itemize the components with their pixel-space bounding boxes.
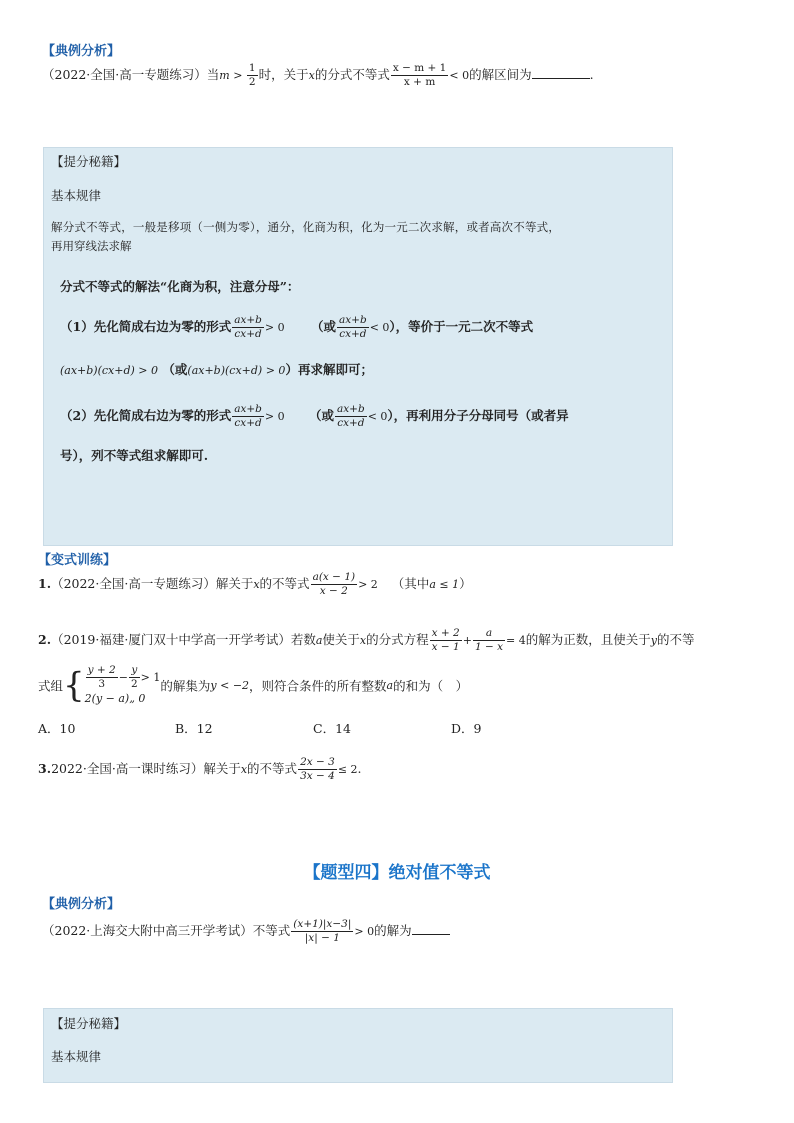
variable: x <box>253 578 260 591</box>
inequality: < 0 <box>369 321 390 334</box>
fraction-numerator: a(x − 1) <box>312 571 356 583</box>
text: 的分式不等式 <box>314 67 390 82</box>
option-b[interactable]: B．12 <box>175 721 213 736</box>
fraction-denominator: x − 2 <box>319 585 348 597</box>
rule-title: 基本规律 <box>51 188 102 203</box>
text: 的解为 <box>374 923 412 938</box>
text: . <box>357 761 362 776</box>
question-number: 1. <box>38 576 52 591</box>
text: （2）先化简成右边为零的形式 <box>60 408 232 423</box>
fraction-denominator: x − 1 <box>431 641 460 653</box>
equation: = 4 <box>506 634 526 647</box>
variable: y <box>650 634 657 647</box>
solution-set: y < −2 <box>210 679 250 692</box>
system-brace: { <box>63 665 85 706</box>
variant-header: 【变式训练】 <box>38 552 117 567</box>
fraction-q2-b <box>473 627 505 654</box>
option-a[interactable]: A．10 <box>38 721 76 736</box>
variable: x <box>240 763 248 776</box>
question-2 <box>38 627 694 654</box>
fraction-denominator: 3 <box>98 678 106 690</box>
answer-blank[interactable] <box>532 78 590 79</box>
fraction-numerator: y + 2 <box>87 664 116 676</box>
fraction-half <box>247 62 258 89</box>
variable: x <box>308 69 315 82</box>
text: 使关于 <box>322 632 360 647</box>
fraction-numerator: ax+b <box>337 403 365 415</box>
tips-header: 【提分秘籍】 <box>51 154 127 169</box>
text: 式组 <box>38 678 64 694</box>
text: 2022·全国·高一课时练习）解关于 <box>51 761 241 776</box>
condition: m > <box>219 69 246 82</box>
question-2-line2 <box>38 664 468 707</box>
fraction-numerator: ax+b <box>234 314 262 326</box>
fraction-s2 <box>129 664 140 691</box>
fraction-denominator: |x| − 1 <box>304 932 340 944</box>
fraction-denominator: cx+d <box>339 328 367 340</box>
product-expression: (ax+b)(cx+d) > 0 <box>187 364 286 377</box>
question-number: 3. <box>38 761 52 776</box>
fraction-denominator: 1 − x <box>474 641 504 653</box>
method-title: 分式不等式的解法“化商为积，注意分母”： <box>60 279 300 294</box>
fraction-denominator: cx+d <box>234 417 262 429</box>
fraction-ax-b <box>337 314 369 341</box>
text: （或 <box>310 319 336 334</box>
text: （2022·全国·高一专题练习）解关于 <box>51 576 254 591</box>
fraction-q2-a <box>430 627 462 654</box>
fraction-denominator: 2 <box>248 76 256 88</box>
text: ） <box>459 576 472 591</box>
text: ），再利用分子分母同号（或者异 <box>387 408 569 423</box>
text: 的不等 <box>656 632 695 647</box>
example2-question <box>42 918 450 945</box>
tips-box <box>43 1008 673 1083</box>
fraction-ax-b <box>232 403 264 430</box>
text: ）再求解即可； <box>285 362 373 377</box>
inequality-system <box>85 664 161 707</box>
question-source: （2022·全国·高一专题练习）当 <box>42 67 220 82</box>
text: （其中 <box>391 576 430 591</box>
fraction-ax-b <box>335 403 367 430</box>
fraction-numerator: 1 <box>248 62 256 74</box>
text: . <box>589 67 594 82</box>
example-header: 【典例分析】 <box>42 896 121 911</box>
text: （或 <box>308 408 334 423</box>
inequality: > 2 <box>358 578 378 591</box>
text: 的解区间为 <box>469 67 532 82</box>
fraction-numerator: ax+b <box>339 314 367 326</box>
variable: x <box>359 634 367 647</box>
question-1 <box>38 571 472 598</box>
fraction-numerator: x + 2 <box>431 627 460 639</box>
inequality: < 0 <box>449 69 470 82</box>
fraction-main <box>391 62 449 89</box>
text: 的解为正数，且使关于 <box>525 632 651 647</box>
question-source: （2022·上海交大附中高三开学考试）不等式 <box>42 923 291 938</box>
fraction-denominator: cx+d <box>234 328 262 340</box>
text: 时，关于 <box>258 67 309 82</box>
tips-box <box>43 147 673 546</box>
question-3 <box>38 756 362 783</box>
inequality: > 0 <box>264 321 285 334</box>
text: 的分式方程 <box>366 632 429 647</box>
fraction-q1 <box>311 571 358 598</box>
fraction-numerator: x − m + 1 <box>392 62 447 74</box>
variable: a <box>315 634 323 647</box>
text: （2019·福建·厦门双十中学高一开学考试）若数 <box>51 632 316 647</box>
text: 的不等式 <box>247 761 298 776</box>
method-item1-line2 <box>60 360 373 378</box>
operator: − <box>118 671 128 684</box>
example-header: 【典例分析】 <box>42 43 121 58</box>
condition: a ≤ 1 <box>429 578 460 591</box>
text: 的不等式 <box>259 576 310 591</box>
fraction-numerator: a <box>473 627 505 641</box>
text: （1）先化简成右边为零的形式 <box>60 319 232 334</box>
operator: + <box>462 634 472 647</box>
fraction-denominator: cx+d <box>337 417 365 429</box>
product-expression: (ax+b)(cx+d) > 0 <box>60 364 159 377</box>
inequality: > 0 <box>264 410 285 423</box>
option-d[interactable]: D．9 <box>451 721 482 736</box>
rule-description-line2: 再用穿线法求解 <box>51 239 132 253</box>
variable: a <box>386 679 394 692</box>
text: ），等价于一元二次不等式 <box>389 319 534 334</box>
tips-header: 【提分秘籍】 <box>51 1016 127 1031</box>
inequality: > 1 <box>140 671 161 684</box>
fraction-numerator: 2x − 3 <box>300 756 335 768</box>
text: ，则符合条件的所有整数 <box>249 678 387 694</box>
system-row1 <box>85 664 161 691</box>
fraction-abs <box>291 918 353 945</box>
rule-title: 基本规律 <box>51 1049 102 1064</box>
text: 的解集为 <box>160 678 211 694</box>
fraction-numerator: ax+b <box>234 403 262 415</box>
example1-question <box>42 62 594 89</box>
fraction-denominator: 2 <box>130 678 138 690</box>
system-row2: 2(y − a)„ 0 <box>84 692 146 705</box>
method-item2 <box>60 403 569 430</box>
method-item2-line2: 号），列不等式组求解即可. <box>60 448 209 463</box>
fraction-numerator: y <box>129 664 140 678</box>
text: （或 <box>162 362 188 377</box>
rule-description-line1: 解分式不等式，一般是移项（一侧为零），通分，化商为积，化为一元二次求解，或者高次不等式， <box>51 220 561 234</box>
fraction-s1 <box>86 664 118 691</box>
answer-blank[interactable] <box>412 934 450 935</box>
fraction-q3 <box>298 756 337 783</box>
section-title: 【题型四】绝对值不等式 <box>303 863 491 882</box>
fraction-numerator: (x+1)|x−3| <box>293 918 352 930</box>
inequality: > 0 <box>354 925 375 938</box>
fraction-ax-b <box>232 314 264 341</box>
question-number: 2. <box>38 632 52 647</box>
inequality: < 0 <box>367 410 388 423</box>
method-item1 <box>60 314 533 341</box>
fraction-denominator: 3x − 4 <box>300 770 335 782</box>
text: 的和为（ ） <box>393 678 469 694</box>
fraction-denominator: x + m <box>403 76 436 88</box>
inequality: ≤ 2 <box>337 763 358 776</box>
option-c[interactable]: C．14 <box>313 721 351 736</box>
